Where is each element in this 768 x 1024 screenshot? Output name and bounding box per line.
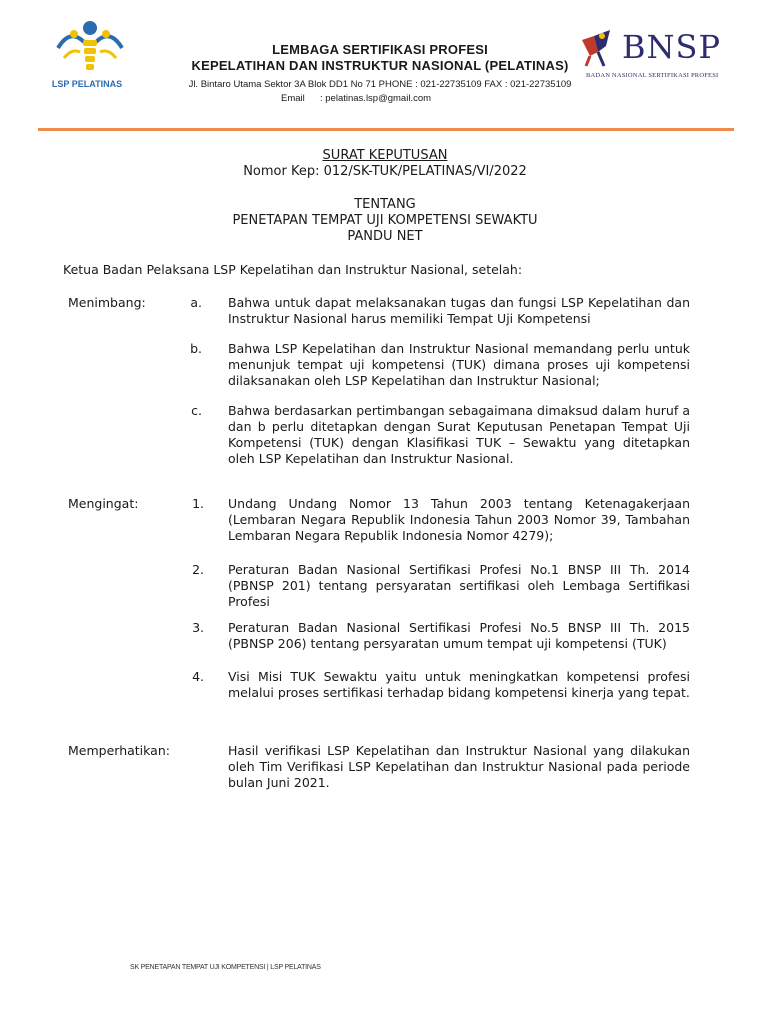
menimbang-label: Menimbang:	[68, 295, 146, 310]
lsp-logo-text: LSP PELATINAS	[51, 79, 123, 89]
menimbang-marker-a: a.	[190, 295, 202, 310]
mengingat-item-3: Peraturan Badan Nasional Sertifikasi Profesi No.5 BNSP III Th. 2015 (PBNSP 206) tentang persyaratan umum tempat uji kompetensi (TUK)	[228, 620, 690, 651]
mengingat-marker-1: 1.	[192, 496, 204, 511]
subject-line1: PENETAPAN TEMPAT UJI KOMPETENSI SEWAKTU	[232, 213, 538, 228]
org-address: Jl. Bintaro Utama Sektor 3A Blok DD1 No 71 PHONE : 021-22735109 FAX : 021-22735109	[188, 79, 572, 90]
menimbang-marker-c: c.	[191, 403, 202, 418]
mengingat-marker-3: 3.	[192, 620, 204, 635]
email-label: Email	[281, 93, 305, 104]
subject-line2: PANDU NET	[347, 229, 423, 244]
intro-text: Ketua Badan Pelaksana LSP Kepelatihan dan Instruktur Nasional, setelah:	[63, 262, 523, 277]
menimbang-item-a: Bahwa untuk dapat melaksanakan tugas dan fungsi LSP Kepelatihan dan Instruktur Nasional harus memiliki Tempat Uji Kompetensi	[228, 295, 690, 326]
org-name-line1: LEMBAGA SERTIFIKASI PROFESI	[272, 42, 488, 57]
mengingat-item-4: Visi Misi TUK Sewaktu yaitu untuk meningkatkan kompetensi profesi melalui proses sertifikasi terhadap bidang kompetensi kinerja yang tepat.	[228, 669, 690, 700]
mengingat-item-2: Peraturan Badan Nasional Sertifikasi Profesi No.1 BNSP III Th. 2014 (PBNSP 201) tentang persyaratan sertifikasi oleh Lembaga Sertifikasi Profesi	[228, 562, 690, 609]
org-name-line2: KEPELATIHAN DAN INSTRUKTUR NASIONAL (PELATINAS)	[191, 58, 569, 73]
page-footer: SK PENETAPAN TEMPAT UJI KOMPETENSI | LSP PELATINAS	[130, 964, 321, 971]
mengingat-item-1: Undang Undang Nomor 13 Tahun 2003 tentang Ketenagakerjaan (Lembaran Negara Republik Indonesia Tahun 2003 Nomor 39, Tambahan Lembaran Negara Republik Indonesia Nomor 4279);	[228, 496, 690, 543]
memperhatikan-text: Hasil verifikasi LSP Kepelatihan dan Instruktur Nasional yang dilakukan oleh Tim Verifikasi LSP Kepelatihan dan Instruktur Nasional pada periode bulan Juni 2021.	[228, 743, 690, 790]
bnsp-logo-mark	[580, 26, 620, 70]
mengingat-marker-4: 4.	[192, 669, 204, 684]
bnsp-subtitle: BADAN NASIONAL SERTIFIKASI PROFESI	[586, 72, 719, 79]
mengingat-marker-2: 2.	[192, 562, 204, 577]
menimbang-marker-b: b.	[190, 341, 202, 356]
document-number: Nomor Kep: 012/SK-TUK/PELATINAS/VI/2022	[243, 164, 527, 179]
document-title: SURAT KEPUTUSAN	[322, 148, 448, 163]
bnsp-logo-text: BNSP	[622, 28, 721, 66]
memperhatikan-label: Memperhatikan:	[68, 743, 170, 758]
tentang-heading: TENTANG	[354, 197, 416, 212]
menimbang-item-b: Bahwa LSP Kepelatihan dan Instruktur Nasional memandang perlu untuk menunjuk tempat uji kompetensi (TUK) dimana proses uji kompetensi dilaksanakan oleh LSP Kepelatihan dan Instruktur Nasional;	[228, 341, 690, 388]
header-divider	[38, 128, 734, 131]
email-value: : pelatinas.lsp@gmail.com	[320, 93, 432, 104]
mengingat-label: Mengingat:	[68, 496, 139, 511]
menimbang-item-c: Bahwa berdasarkan pertimbangan sebagaimana dimaksud dalam huruf a dan b perlu ditetapkan dengan Surat Keputusan Penetapan Tempat Uji Kompetensi (TUK) dengan Klasifikasi TUK – Sewaktu yang ditetapkan oleh LSP Kepelatihan dan Instruktur Nasional.	[228, 403, 690, 466]
